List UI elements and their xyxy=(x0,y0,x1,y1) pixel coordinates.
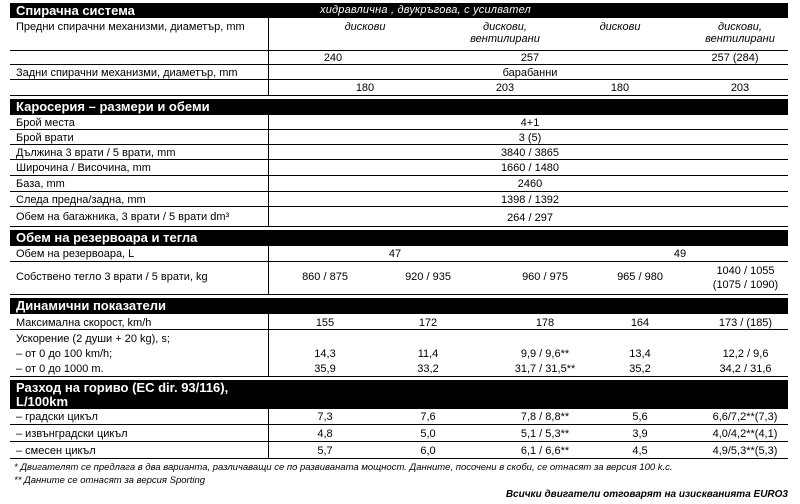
row-label: Задни спирачни механизми, диаметър, mm xyxy=(16,67,238,79)
cell: 33,2 xyxy=(417,363,439,375)
section-title: Спирачна система xyxy=(16,3,135,18)
section-subtitle: хидравлична , двукръгова, с усилвател xyxy=(320,4,531,16)
section-header-tank xyxy=(10,230,788,246)
cell: 6,0 xyxy=(420,445,436,457)
cell: 257 xyxy=(520,52,540,64)
section-title: Каросерия – размери и обеми xyxy=(16,99,210,114)
row-label: Следа предна/задна, mm xyxy=(16,194,146,206)
table-row xyxy=(10,246,788,262)
cell: 180 xyxy=(610,82,630,94)
table-row xyxy=(10,130,788,145)
column-divider xyxy=(268,409,269,459)
cell: 203 xyxy=(495,82,515,94)
cell: дискови xyxy=(344,21,386,33)
row-label: База, mm xyxy=(16,178,65,190)
cell: 155 xyxy=(315,317,335,329)
cell: 4,8 xyxy=(317,428,333,440)
euro3-note: Всички двигатели отговарят на изискванията EURO3 xyxy=(505,489,788,500)
row-label: – градски цикъл xyxy=(16,411,98,423)
section-header-dynamics xyxy=(10,298,788,314)
cell: 35,2 xyxy=(629,363,651,375)
cell: (1075 / 1090) xyxy=(712,279,779,291)
cell: 3840 / 3865 xyxy=(500,147,560,159)
cell: 12,2 / 9,6 xyxy=(722,348,769,360)
row-label: Брой врати xyxy=(16,132,74,144)
table-row xyxy=(10,192,788,207)
table-row xyxy=(10,51,788,65)
cell: 14,3 xyxy=(314,348,336,360)
cell: 7,8 / 8,8** xyxy=(520,411,570,423)
cell: 3,9 xyxy=(632,428,648,440)
table-row xyxy=(10,115,788,130)
row-label: Ускорение (2 души + 20 kg), s; xyxy=(16,333,170,345)
cell: 4+1 xyxy=(520,117,540,129)
row-label: – смесен цикъл xyxy=(16,445,96,457)
section-header-fuel xyxy=(10,380,788,409)
table-row xyxy=(10,145,788,160)
cell: 860 / 875 xyxy=(302,271,348,283)
table-row xyxy=(10,425,788,442)
cell: 257 (284) xyxy=(711,52,759,64)
footnote-2: ** Данните се отнасят за версия Sporting xyxy=(14,475,206,486)
cell: 35,9 xyxy=(314,363,336,375)
section-title-units: L/100km xyxy=(16,394,69,409)
cell: дискови xyxy=(599,21,641,33)
cell: 178 xyxy=(535,317,555,329)
cell: 2460 xyxy=(517,178,543,190)
cell: 49 xyxy=(673,248,687,260)
cell: 4,0/4,2**(4,1) xyxy=(712,428,778,440)
cell: 1040 / 1055 xyxy=(716,265,775,277)
section-title: Разход на гориво (EC dir. 93/116), xyxy=(16,380,229,395)
row-label: Собствено тегло 3 врати / 5 врати, kg xyxy=(16,271,208,283)
table-row xyxy=(10,80,788,96)
table-row xyxy=(10,314,788,330)
cell: 47 xyxy=(388,248,402,260)
cell: 7,6 xyxy=(420,411,436,423)
cell: 1660 / 1480 xyxy=(500,162,560,174)
cell: 203 xyxy=(730,82,750,94)
footnote-1: * Двигателят се предлага в два варианта, различаващи се по развиваната мощност. Данните, посочени в скоби, се отнасят за версия 100 k.c. xyxy=(14,462,673,473)
table-row xyxy=(10,65,788,80)
section-title: Обем на резервоара и тегла xyxy=(16,230,198,245)
row-label: Обем на багажника, 3 врати / 5 врати dm³ xyxy=(16,211,230,223)
cell: 180 xyxy=(355,82,375,94)
cell: 6,1 / 6,6** xyxy=(520,445,570,457)
cell: 960 / 975 xyxy=(522,271,568,283)
cell: 9,9 / 9,6** xyxy=(520,348,570,360)
cell: 4,5 xyxy=(632,445,648,457)
column-divider xyxy=(268,115,269,227)
row-label: Брой места xyxy=(16,117,75,129)
cell: 264 / 297 xyxy=(507,212,553,224)
row-label: Максимална скорост, km/h xyxy=(16,317,152,329)
table-row xyxy=(10,442,788,459)
table-row xyxy=(10,262,788,295)
cell: 5,0 xyxy=(420,428,436,440)
cell: 5,7 xyxy=(317,445,333,457)
cell: 4,9/5,3**(5,3) xyxy=(712,445,778,457)
row-label: – от 0 до 1000 m. xyxy=(16,363,104,375)
column-divider xyxy=(268,246,269,295)
cell: 11,4 xyxy=(417,348,439,360)
row-label: – от 0 до 100 km/h; xyxy=(16,348,113,360)
row-label: Широчина / Височина, mm xyxy=(16,162,151,174)
cell: 172 xyxy=(418,317,438,329)
cell: 164 xyxy=(630,317,650,329)
cell: дискови, вентилирани xyxy=(470,21,540,45)
cell: 5,1 / 5,3** xyxy=(520,428,570,440)
row-label: Обем на резервоара, L xyxy=(16,248,135,260)
row-label: Предни спирачни механизми, диаметър, mm xyxy=(16,21,245,33)
table-row xyxy=(10,207,788,227)
cell: 3 (5) xyxy=(518,132,542,144)
cell: 34,2 / 31,6 xyxy=(719,363,772,375)
cell: 13,4 xyxy=(629,348,651,360)
cell: 7,3 xyxy=(317,411,333,423)
cell: 6,6/7,2**(7,3) xyxy=(712,411,778,423)
cell: дискови, вентилирани xyxy=(705,21,775,45)
cell: 920 / 935 xyxy=(405,271,451,283)
cell: 965 / 980 xyxy=(617,271,663,283)
column-divider xyxy=(268,314,269,377)
cell: 1398 / 1392 xyxy=(500,194,560,206)
cell: 173 / (185) xyxy=(718,317,773,329)
section-header-brakes xyxy=(10,3,788,18)
row-label: – извънградски цикъл xyxy=(16,428,128,440)
row-label: Дължина 3 врати / 5 врати, mm xyxy=(16,147,176,159)
table-row xyxy=(10,409,788,425)
table-row xyxy=(10,176,788,192)
cell: 240 xyxy=(323,52,343,64)
table-row xyxy=(10,330,788,377)
table-row xyxy=(10,160,788,176)
cell: 31,7 / 31,5** xyxy=(514,363,576,375)
column-divider xyxy=(268,18,269,96)
section-title: Динамични показатели xyxy=(16,298,167,313)
cell: барабанни xyxy=(502,67,558,79)
table-row xyxy=(10,18,788,51)
cell: 5,6 xyxy=(632,411,648,423)
section-header-body xyxy=(10,99,788,115)
